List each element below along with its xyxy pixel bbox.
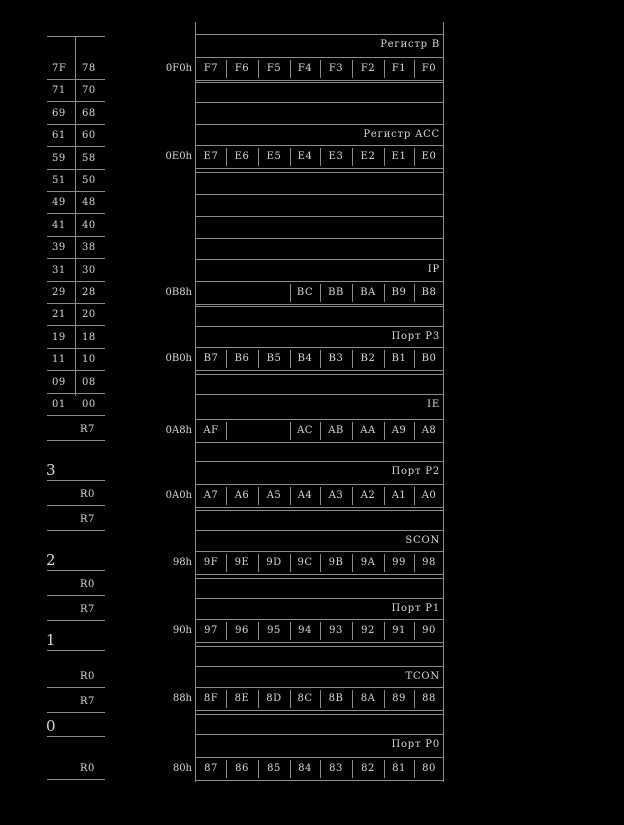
bit-cell-divider [290, 422, 291, 440]
bank-r7-label: R7 [80, 604, 95, 615]
bit-cell-divider [384, 284, 385, 302]
bit-cell-divider [384, 60, 385, 78]
bit-cell: A6 [234, 490, 250, 501]
bit-cell: 9F [203, 557, 219, 568]
spacer-line [196, 578, 443, 579]
left-row-divider [47, 325, 105, 326]
register-title: Порт P3 [391, 331, 440, 342]
register-bottom-line [196, 370, 443, 371]
spacer-line [196, 194, 443, 195]
bit-cell: 98 [422, 557, 436, 568]
register-top-line [196, 124, 443, 125]
bit-cell: BA [360, 287, 376, 298]
bit-cell-divider [226, 487, 227, 505]
bit-cell-divider [258, 622, 259, 640]
bit-cell: AF [203, 425, 219, 436]
bank-divider [47, 687, 105, 688]
bit-cell: E3 [328, 151, 344, 162]
bit-cell [226, 282, 258, 304]
register-top-line [196, 598, 443, 599]
spacer-line [196, 442, 443, 443]
bit-cell-divider [290, 284, 291, 302]
register-address: 90h [172, 625, 192, 636]
spacer-line [196, 714, 443, 715]
bit-cell: 93 [329, 625, 343, 636]
left-cell-lo: 20 [82, 309, 96, 321]
bit-cell-divider [414, 487, 415, 505]
register-address: 0E0h [165, 151, 192, 162]
bit-cell-divider [258, 350, 259, 368]
bank-r7-label: R7 [80, 696, 95, 707]
left-cell-lo: 10 [82, 354, 96, 366]
bit-cell-divider [290, 487, 291, 505]
left-row-divider [47, 101, 105, 102]
bank-divider [47, 440, 105, 441]
bit-cell: A8 [421, 425, 437, 436]
bank-r0-label: R0 [80, 579, 95, 590]
register-title: Порт P0 [391, 739, 440, 750]
register-bottom-line [196, 507, 443, 508]
bit-cell: 8D [266, 693, 282, 704]
left-cell-hi: 49 [52, 197, 66, 209]
left-row-divider [47, 393, 105, 394]
bit-cell-divider [352, 60, 353, 78]
register-address: 80h [172, 763, 192, 774]
bit-cell-divider [414, 422, 415, 440]
bit-cell: F1 [391, 63, 407, 74]
register-bottom-line [196, 574, 443, 575]
bit-cell-divider [226, 350, 227, 368]
left-row-divider [47, 169, 105, 170]
left-cell-hi: 71 [52, 85, 66, 97]
left-row-divider [47, 236, 105, 237]
spacer-line [196, 306, 443, 307]
bit-cell-divider [414, 148, 415, 166]
bit-cell-divider [290, 622, 291, 640]
register-top-line [196, 394, 443, 395]
bit-cell-divider [384, 760, 385, 778]
bank-divider [47, 530, 105, 531]
bit-cell-divider [226, 148, 227, 166]
bit-cell: B2 [360, 353, 376, 364]
bit-cell: AB [328, 425, 344, 436]
bank-divider [47, 779, 105, 780]
left-cell-hi: 7F [52, 63, 67, 74]
bit-cell: A0 [421, 490, 437, 501]
left-cell-hi: 31 [52, 264, 66, 276]
bit-cell: B1 [391, 353, 407, 364]
left-row-divider [47, 258, 105, 259]
left-cell-lo: 28 [82, 287, 96, 298]
bit-cell-divider [226, 622, 227, 640]
bank-number: 0 [46, 717, 56, 735]
left-table-top-line [47, 36, 105, 37]
spacer-line [196, 238, 443, 239]
bit-cell: B7 [203, 353, 219, 364]
bit-cell: 9C [297, 557, 313, 568]
left-row-divider [47, 79, 105, 80]
bit-cell: 83 [329, 763, 343, 774]
bit-cell-divider [226, 760, 227, 778]
bit-cell: 8F [203, 693, 219, 704]
register-top-line [196, 734, 443, 735]
bit-cell-divider [384, 422, 385, 440]
bit-cell: 8E [234, 693, 250, 704]
bit-cell-divider [320, 60, 321, 78]
register-address: 98h [172, 557, 192, 568]
bit-cell [258, 282, 290, 304]
bit-cell: A3 [328, 490, 344, 501]
bit-cell-divider [258, 760, 259, 778]
bit-cell-divider [226, 422, 227, 440]
bit-cell-divider [352, 690, 353, 708]
bit-cell: 88 [422, 693, 436, 704]
left-column-separator [75, 36, 76, 396]
bit-cell: 97 [204, 625, 218, 636]
register-top-line [196, 326, 443, 327]
register-top-line [196, 461, 443, 462]
left-cell-hi: 61 [52, 130, 66, 142]
register-bottom-line [196, 780, 443, 781]
spacer-line [196, 646, 443, 647]
bank-number: 1 [46, 631, 56, 649]
bit-cell: A9 [391, 425, 407, 436]
bit-cell-divider [320, 487, 321, 505]
register-title: Порт P2 [391, 466, 440, 477]
bit-cell: F3 [328, 63, 344, 74]
bit-cell-divider [414, 284, 415, 302]
bank-divider [47, 650, 105, 651]
bit-cell: BB [328, 287, 344, 298]
bit-cell: A2 [360, 490, 376, 501]
left-cell-lo: 38 [82, 242, 96, 254]
left-cell-lo: 58 [82, 152, 96, 164]
bit-cell: AC [297, 425, 313, 436]
bit-cell: 91 [392, 625, 406, 636]
bit-cell: 90 [422, 625, 436, 636]
register-address: 0B0h [165, 353, 192, 364]
bit-cell: B5 [266, 353, 282, 364]
bank-number: 3 [46, 461, 56, 479]
left-row-divider [47, 146, 105, 147]
bit-cell: 86 [235, 763, 249, 774]
bit-cell: F7 [203, 63, 219, 74]
bit-cell: B6 [234, 353, 250, 364]
register-bottom-line [196, 168, 443, 169]
bit-cell: F5 [266, 63, 282, 74]
register-title: SCON [405, 535, 440, 546]
bit-cell-divider [320, 760, 321, 778]
spacer-line [196, 172, 443, 173]
bit-cell-divider [352, 422, 353, 440]
left-row-divider [47, 281, 105, 282]
bit-cell: E0 [421, 151, 437, 162]
bit-cell: 8A [360, 693, 376, 704]
bit-cell: 8C [297, 693, 313, 704]
bit-cell-divider [352, 760, 353, 778]
bit-cell: 80 [422, 763, 436, 774]
left-cell-lo: 48 [82, 197, 96, 209]
bit-cell-divider [290, 760, 291, 778]
bit-cell-divider [290, 350, 291, 368]
bit-cell-divider [320, 148, 321, 166]
bank-divider [47, 736, 105, 737]
left-cell-hi: 11 [52, 354, 66, 366]
left-cell-hi: 51 [52, 175, 66, 186]
bit-cell-divider [384, 554, 385, 572]
bank-r0-label: R0 [80, 763, 95, 774]
bit-cell: 81 [392, 763, 406, 774]
bit-cell: 89 [392, 693, 406, 704]
bit-cell-divider [258, 60, 259, 78]
bit-cell: E5 [266, 151, 282, 162]
left-cell-lo: 50 [82, 175, 96, 186]
bit-cell: A7 [203, 490, 219, 501]
bit-cell: E4 [297, 151, 313, 162]
bit-cell: A5 [266, 490, 282, 501]
bank-divider [47, 505, 105, 506]
bit-cell-divider [384, 622, 385, 640]
register-address: 88h [172, 693, 192, 704]
left-cell-hi: 01 [52, 399, 66, 410]
bank-divider [47, 712, 105, 713]
register-title: Регистр ACC [363, 129, 440, 140]
bit-cell-divider [290, 148, 291, 166]
bank-r0-label: R0 [80, 671, 95, 682]
bit-cell: B8 [421, 287, 437, 298]
bit-cell [196, 282, 226, 304]
bit-cell: B0 [421, 353, 437, 364]
bank-divider [47, 570, 105, 571]
left-row-divider [47, 124, 105, 125]
bank-number: 2 [46, 551, 56, 569]
bit-cell-divider [414, 350, 415, 368]
register-address: 0A0h [165, 490, 192, 501]
register-top-line [196, 259, 443, 260]
bit-cell-divider [414, 622, 415, 640]
bit-cell-divider [320, 350, 321, 368]
bit-cell-divider [414, 690, 415, 708]
left-cell-hi: 39 [52, 242, 66, 254]
left-cell-hi: 69 [52, 107, 66, 119]
bit-cell-divider [320, 422, 321, 440]
bit-cell: F6 [234, 63, 250, 74]
bank-r0-label: R0 [80, 489, 95, 500]
bit-cell-divider [352, 148, 353, 166]
bank-divider [47, 620, 105, 621]
left-row-divider [47, 213, 105, 214]
bit-cell-divider [226, 60, 227, 78]
spacer-line [196, 216, 443, 217]
bit-cell: B3 [328, 353, 344, 364]
left-cell-lo: 78 [82, 63, 96, 74]
bit-cell-divider [258, 690, 259, 708]
bit-cell: AA [360, 425, 376, 436]
bit-cell-divider [290, 554, 291, 572]
bit-cell-divider [352, 554, 353, 572]
left-cell-hi: 09 [52, 376, 66, 388]
bit-cell: E6 [234, 151, 250, 162]
left-row-divider [47, 348, 105, 349]
left-cell-hi: 41 [52, 219, 66, 231]
bit-cell: E7 [203, 151, 219, 162]
register-top-line [196, 530, 443, 531]
bit-cell [258, 420, 290, 442]
register-title: IP [427, 264, 440, 275]
bit-cell: E2 [360, 151, 376, 162]
bit-cell-divider [414, 554, 415, 572]
spacer-line [196, 510, 443, 511]
register-top-line [196, 34, 443, 35]
register-bottom-line [196, 80, 443, 81]
bank-r7-label: R7 [80, 424, 95, 435]
bit-cell: 82 [361, 763, 375, 774]
bit-cell: 92 [361, 625, 375, 636]
bit-cell-divider [290, 60, 291, 78]
bit-cell: E1 [391, 151, 407, 162]
left-cell-hi: 19 [52, 331, 66, 343]
bit-cell-divider [352, 350, 353, 368]
bit-cell-divider [320, 554, 321, 572]
bit-cell: A1 [391, 490, 407, 501]
bit-cell-divider [258, 487, 259, 505]
bit-cell: F0 [421, 63, 437, 74]
bit-cell: A4 [297, 490, 313, 501]
left-row-divider [47, 370, 105, 371]
left-cell-lo: 68 [82, 107, 96, 119]
left-cell-lo: 18 [82, 331, 96, 343]
bit-cell: 87 [204, 763, 218, 774]
bit-cell: B9 [391, 287, 407, 298]
register-bottom-line [196, 304, 443, 305]
spacer-line [196, 374, 443, 375]
register-address: 0A8h [165, 425, 192, 436]
bit-cell-divider [320, 284, 321, 302]
bit-cell-divider [352, 487, 353, 505]
bank-r7-label: R7 [80, 514, 95, 525]
bit-cell-divider [290, 690, 291, 708]
bit-cell-divider [384, 487, 385, 505]
register-address: 0F0h [165, 63, 192, 74]
bit-cell: F2 [360, 63, 376, 74]
bit-cell-divider [320, 690, 321, 708]
bit-cell: 9B [328, 557, 344, 568]
bit-cell: 84 [298, 763, 312, 774]
bit-cell-divider [226, 690, 227, 708]
left-cell-lo: 40 [82, 219, 96, 231]
bit-cell-divider [352, 284, 353, 302]
left-cell-lo: 00 [82, 399, 96, 410]
left-row-divider [47, 415, 105, 416]
left-cell-hi: 59 [52, 152, 66, 164]
left-cell-hi: 21 [52, 309, 66, 321]
bit-cell-divider [384, 148, 385, 166]
bit-cell: 8B [328, 693, 344, 704]
left-cell-lo: 30 [82, 264, 96, 276]
bit-cell-divider [384, 350, 385, 368]
bit-cell: B4 [297, 353, 313, 364]
spacer-line [196, 102, 443, 103]
bit-cell: 96 [235, 625, 249, 636]
table-right-border [443, 22, 444, 782]
bit-cell: F4 [297, 63, 313, 74]
bit-cell-divider [258, 554, 259, 572]
bit-cell-divider [352, 622, 353, 640]
bit-cell: 95 [267, 625, 281, 636]
register-bottom-line [196, 642, 443, 643]
left-row-divider [47, 303, 105, 304]
bit-cell-divider [414, 60, 415, 78]
table-left-border [195, 22, 196, 782]
bit-cell-divider [226, 554, 227, 572]
register-title: TCON [405, 671, 440, 682]
register-title: Регистр B [380, 39, 440, 50]
register-address: 0B8h [165, 287, 192, 298]
bit-cell [226, 420, 258, 442]
bit-cell: 85 [267, 763, 281, 774]
left-cell-lo: 60 [82, 130, 96, 142]
bit-cell-divider [320, 622, 321, 640]
bit-cell: 94 [298, 625, 312, 636]
bit-cell: 99 [392, 557, 406, 568]
bit-cell-divider [414, 760, 415, 778]
spacer-line [196, 82, 443, 83]
bit-cell: 9A [360, 557, 376, 568]
left-cell-hi: 29 [52, 287, 66, 298]
left-cell-lo: 70 [82, 85, 96, 97]
bank-divider [47, 480, 105, 481]
bit-cell: 9E [234, 557, 250, 568]
bit-cell: 9D [266, 557, 282, 568]
left-cell-lo: 08 [82, 376, 96, 388]
bit-cell-divider [384, 690, 385, 708]
register-top-line [196, 666, 443, 667]
bank-divider [47, 595, 105, 596]
register-title: IE [427, 399, 440, 410]
register-bottom-line [196, 710, 443, 711]
bit-cell-divider [258, 148, 259, 166]
left-row-divider [47, 191, 105, 192]
register-title: Порт P1 [391, 603, 440, 614]
bit-cell: BC [296, 287, 314, 298]
